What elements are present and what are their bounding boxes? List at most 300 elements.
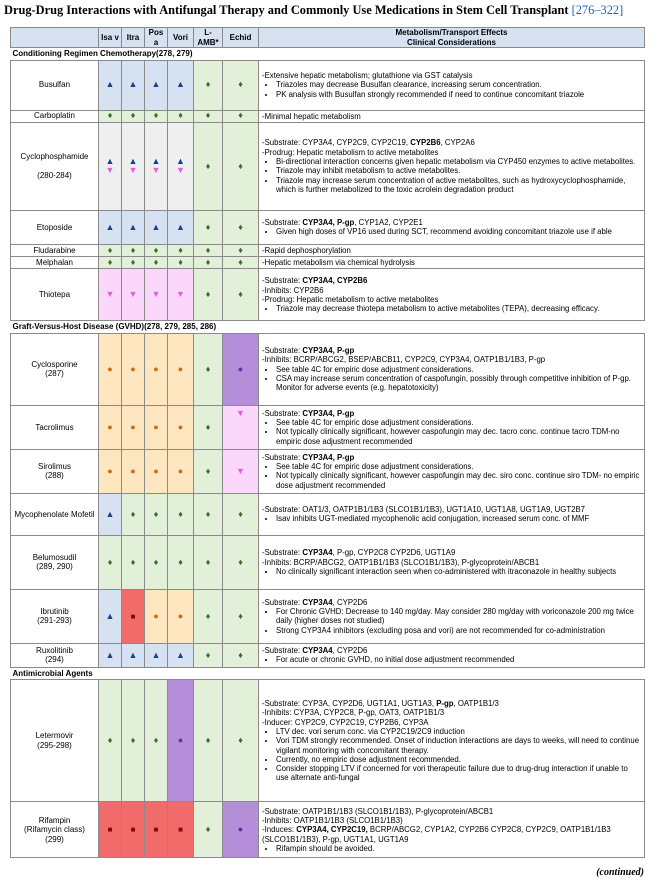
- cell-itra: [122, 405, 145, 449]
- diamond-icon: ♦: [238, 735, 243, 746]
- drug-mycophenolate: Mycophenolate Mofetil: [11, 493, 99, 535]
- header-drug: [11, 28, 99, 48]
- note-text: , OATP1B1/3: [453, 699, 499, 709]
- cell-isav: [99, 643, 122, 667]
- cell-lamb: [194, 535, 223, 589]
- note-line: [262, 699, 641, 708]
- cell-vori: [168, 110, 194, 122]
- cell-itra: [122, 535, 145, 589]
- note-bullet: • CSA may increase serum concentration of caspofungin, possibly through competitive inhibition of P-gp. Monitor for adverse events (e.g. hepatotoxicity): [276, 374, 641, 393]
- triangle-up-icon: ▲: [128, 649, 138, 660]
- square-icon: ■: [130, 825, 136, 835]
- note-line: [262, 453, 641, 462]
- drug-refs: (294): [45, 655, 64, 665]
- triangle-down-icon: ▼: [151, 165, 161, 176]
- diamond-icon: ♦: [238, 508, 243, 519]
- cell-posa: [145, 493, 168, 535]
- diamond-icon: ♦: [205, 649, 211, 660]
- triangle-down-icon: ▼: [176, 165, 185, 176]
- cell-itra: [122, 802, 145, 858]
- note-text: , CYP2D6: [332, 646, 368, 656]
- triangle-down-icon: ▼: [151, 289, 161, 300]
- drug-name: Rifampin: [38, 815, 71, 825]
- note-line: -Minimal hepatic metabolism: [262, 111, 361, 121]
- drug-ruxolitinib: [11, 643, 99, 667]
- diamond-icon: ♦: [205, 160, 211, 171]
- note-text: BCRP/ABCG2, CYP1A2, CYP2B6 CYP2C8, CYP2C9, OATP1B1/1B3 (SLCO1B1/1B3), P-gp, UGT1A1, UGT1A9: [262, 825, 611, 844]
- cell-lamb: [194, 60, 223, 110]
- cell-itra: [122, 60, 145, 110]
- title-text: Drug-Drug Interactions with Antifungal Therapy and Commonly Use Medications in Stem Cell Transplant: [4, 3, 569, 17]
- circle-icon: ●: [177, 735, 184, 746]
- note-bold: CYP3A4, P-gp: [302, 452, 355, 462]
- drug-name: Ibrutinib: [40, 606, 69, 616]
- note-text: -Substrate:: [262, 548, 303, 558]
- notes-mycophenolate: [259, 493, 645, 535]
- cell-isav: [99, 405, 122, 449]
- notes-carboplatin: [259, 110, 645, 122]
- cell-isav: [99, 333, 122, 405]
- diamond-icon: ♦: [205, 824, 211, 835]
- notes-tacrolimus: [259, 405, 645, 449]
- section-row: [11, 667, 645, 680]
- note-line: -Substrate: OATP1B1/1B3 (SLCO1B1/1B3), P-glycoprotein/ABCB1: [262, 806, 494, 816]
- diamond-icon: ♦: [205, 421, 211, 432]
- circle-icon: ●: [130, 363, 136, 374]
- cell-vori: [168, 269, 194, 321]
- note-line: -Inhibits: BCRP/ABCG2, OATP1B1/1B3 (SLCO1B1/1B3), P-glycoprotein/ABCB1: [262, 557, 540, 567]
- note-text: -Substrate:: [262, 408, 303, 418]
- cell-itra: [122, 449, 145, 493]
- diamond-icon: ♦: [153, 508, 159, 519]
- circle-icon: ●: [130, 421, 136, 432]
- diamond-icon: ♦: [205, 363, 211, 374]
- cell-posa: [145, 405, 168, 449]
- drug-name: Sirolimus: [38, 461, 71, 471]
- cell-itra: [122, 110, 145, 122]
- square-icon: ■: [178, 825, 183, 835]
- table-row: [11, 493, 645, 535]
- note-line: -Rapid dephosphorylation: [262, 245, 351, 255]
- note-text: -Substrate:: [262, 276, 303, 286]
- drug-refs: (299): [45, 834, 64, 844]
- triangle-up-icon: ▲: [128, 155, 138, 166]
- section-gvhd: Graft-Versus-Host Disease (GVHD)(278, 279, 285, 286): [11, 321, 645, 334]
- circle-icon: ●: [153, 363, 159, 374]
- cell-vori: [168, 210, 194, 244]
- drug-name: Cyclophosphamide: [20, 152, 89, 162]
- circle-icon: ●: [153, 610, 159, 621]
- cell-posa: [145, 210, 168, 244]
- triangle-up-icon: ▲: [151, 155, 161, 166]
- table-row: [11, 680, 645, 802]
- cell-lamb: [194, 405, 223, 449]
- triangle-up-icon: ▲: [176, 221, 185, 232]
- note-bullet: • For Chronic GVHD: Decrease to 140 mg/day. May consider 280 mg/day with voriconazole 200 mg twice daily (higher doses not studied): [276, 607, 641, 626]
- diamond-icon: ♦: [205, 556, 211, 567]
- cell-vori: [168, 802, 194, 858]
- cell-itra: [122, 589, 145, 643]
- diamond-icon: ♦: [205, 465, 211, 476]
- diamond-icon: ♦: [238, 556, 243, 567]
- cell-vori: [168, 244, 194, 256]
- note-line: -Inhibits: CYP3A, CYP2C8, P-gp, OAT3, OATP1B1/3: [262, 708, 445, 718]
- note-text: -Substrate:: [262, 597, 303, 607]
- cell-isav: [99, 122, 122, 210]
- cell-posa: [145, 589, 168, 643]
- triangle-up-icon: ▲: [151, 79, 161, 90]
- square-icon: ■: [153, 825, 159, 835]
- cell-isav: [99, 589, 122, 643]
- note-bold: CYP3A4, P-gp: [302, 408, 355, 418]
- diamond-icon: ♦: [205, 256, 211, 267]
- diamond-icon: ♦: [238, 610, 243, 621]
- drug-refs: (Rifamycin class): [24, 825, 85, 835]
- header-echid: Echid: [223, 28, 259, 48]
- table-row: [11, 122, 645, 210]
- diamond-icon: ♦: [238, 649, 243, 660]
- note-line: -Inhibits: OATP1B1/1B3 (SLCO1B1/1B3): [262, 815, 403, 825]
- drug-belumosudil: [11, 535, 99, 589]
- diamond-icon: ♦: [130, 244, 136, 255]
- cell-echid: [223, 333, 259, 405]
- drug-melphalan: Melphalan: [11, 257, 99, 269]
- cell-itra: [122, 269, 145, 321]
- diamond-icon: ♦: [205, 244, 211, 255]
- note-bullet: • Triazole may decrease thiotepa metabolism to active metabolites (TEPA), decreasing efficacy.: [276, 304, 641, 313]
- cell-isav: [99, 244, 122, 256]
- square-icon: ■: [130, 611, 136, 621]
- drug-refs: (287): [45, 369, 64, 379]
- note-bullet: • Not typically clinically significant, however caspofungin may dec. tacro conc. continue tacro TDM-no empiric dose adjustment recommended: [276, 427, 641, 446]
- cell-echid: [223, 802, 259, 858]
- note-text: , CYP2D6: [332, 597, 368, 607]
- note-text: , P-gp, CYP2C8 CYP2D6, UGT1A9: [332, 548, 456, 558]
- drug-refs: (295-298): [37, 740, 72, 750]
- cell-vori: [168, 643, 194, 667]
- cell-echid: [223, 680, 259, 802]
- table-row: [11, 802, 645, 858]
- diamond-icon: ♦: [238, 221, 243, 232]
- note-bold: CYP3A4, CYP2B6: [302, 276, 368, 286]
- circle-icon: ●: [237, 363, 244, 374]
- cell-lamb: [194, 122, 223, 210]
- header-notes-line1: Metabolism/Transport Effects: [395, 28, 508, 37]
- circle-icon: ●: [177, 363, 184, 374]
- notes-rifampin: [259, 802, 645, 858]
- cell-echid: [223, 257, 259, 269]
- note-line: [262, 548, 641, 557]
- cell-echid: [223, 210, 259, 244]
- note-line: [262, 218, 641, 227]
- cell-isav: [99, 210, 122, 244]
- note-bullet: • Rifampin should be avoided.: [276, 844, 641, 853]
- table-row: [11, 210, 645, 244]
- notes-letermovir: [259, 680, 645, 802]
- title-refs-link[interactable]: [276–322]: [571, 3, 624, 17]
- notes-ruxolitinib: [259, 643, 645, 667]
- note-line: -Prodrug: Hepatic metabolism to active metabolites: [262, 147, 439, 157]
- notes-cyclophosphamide: [259, 122, 645, 210]
- diamond-icon: ♦: [130, 256, 136, 267]
- diamond-icon: ♦: [178, 110, 183, 121]
- drug-tacrolimus: Tacrolimus: [11, 405, 99, 449]
- note-bullet: • No clinically significant interaction seen when co-administered with itraconazole in healthy subjects: [276, 567, 641, 576]
- cell-posa: [145, 333, 168, 405]
- header-isav: Isa v: [99, 28, 122, 48]
- circle-icon: ●: [107, 363, 113, 374]
- note-text: -Substrate:: [262, 218, 303, 227]
- table-row: [11, 257, 645, 269]
- note-bullet: • Triazole may increase serum concentration of active metabolites, such as hydroxycyclophosphamide, which is further metabolized to the toxic acrolein degradation product: [276, 176, 641, 195]
- note-bold: CYP3A4, P-gp: [302, 346, 355, 356]
- cell-posa: [145, 535, 168, 589]
- diamond-icon: ♦: [178, 508, 183, 519]
- notes-melphalan: [259, 257, 645, 269]
- note-line: -Inhibits: BCRP/ABCG2, BSEP/ABCB11, CYP2C9, CYP3A4, OATP1B1/1B3, P-gp: [262, 355, 546, 365]
- drug-fludarabine: Fludarabine: [11, 244, 99, 256]
- circle-icon: ●: [130, 465, 136, 476]
- table-row: [11, 333, 645, 405]
- diamond-icon: ♦: [153, 735, 159, 746]
- note-line: -Inhibits: CYP2B6: [262, 285, 324, 295]
- triangle-up-icon: ▲: [105, 508, 115, 519]
- triangle-down-icon: ▼: [105, 289, 115, 300]
- triangle-up-icon: ▲: [105, 610, 115, 621]
- notes-cyclosporine: [259, 333, 645, 405]
- note-line: -Prodrug: Hepatic metabolism to active metabolites: [262, 294, 439, 304]
- cell-itra: [122, 680, 145, 802]
- note-bullet: • Vori TDM strongly recommended. Onset of induction interactions are days to weeks, will need to continue vigilant monitoring with concomitant therapy.: [276, 736, 641, 755]
- header-lamb: L-AMB*: [194, 28, 223, 48]
- cell-vori: [168, 449, 194, 493]
- triangle-up-icon: ▲: [128, 79, 138, 90]
- diamond-icon: ♦: [238, 79, 243, 90]
- diamond-icon: ♦: [205, 221, 211, 232]
- header-posa: Pos a: [145, 28, 168, 48]
- note-text: -Substrate:: [262, 346, 303, 356]
- note-bullet: • See table 4C for empiric dose adjustment considerations.: [276, 365, 641, 374]
- note-line: -Hepatic metabolism via chemical hydrolysis: [262, 258, 415, 268]
- diamond-icon: ♦: [238, 110, 243, 121]
- diamond-icon: ♦: [205, 610, 211, 621]
- cell-vori: [168, 333, 194, 405]
- cell-echid: [223, 493, 259, 535]
- circle-icon: ●: [153, 465, 159, 476]
- note-line: [262, 646, 641, 655]
- table-row: [11, 449, 645, 493]
- triangle-down-icon: ▼: [105, 165, 115, 176]
- cell-posa: [145, 257, 168, 269]
- drug-cyclosporine: [11, 333, 99, 405]
- drug-name: Cyclosporine: [31, 359, 78, 369]
- cell-vori: [168, 257, 194, 269]
- cell-echid: [223, 535, 259, 589]
- cell-echid: [223, 60, 259, 110]
- drug-name: Letermovir: [35, 731, 74, 741]
- circle-icon: ●: [237, 824, 244, 835]
- cell-posa: [145, 60, 168, 110]
- note-bold: P-gp: [436, 699, 454, 709]
- cell-posa: [145, 110, 168, 122]
- note-text: , CYP1A2, CYP2E1: [354, 218, 423, 227]
- page-title: [4, 3, 623, 18]
- cell-lamb: [194, 110, 223, 122]
- triangle-down-icon: ▼: [128, 289, 138, 300]
- diamond-icon: ♦: [130, 556, 136, 567]
- note-line: [262, 276, 641, 285]
- cell-vori: [168, 60, 194, 110]
- note-line: -Inducer: CYP2C9, CYP2C19, CYP2B6, CYP3A: [262, 717, 429, 727]
- table-row: [11, 643, 645, 667]
- table-row: [11, 535, 645, 589]
- note-text: -Induces:: [262, 825, 297, 835]
- diamond-icon: ♦: [107, 735, 113, 746]
- note-bold: CYP3A4: [302, 646, 333, 656]
- note-line: -Extensive hepatic metabolism; glutathione via GST catalysis: [262, 71, 473, 81]
- diamond-icon: ♦: [178, 556, 183, 567]
- note-bold: CYP3A4, CYP2C19,: [296, 825, 368, 835]
- cell-isav: [99, 269, 122, 321]
- notes-belumosudil: [259, 535, 645, 589]
- diamond-icon: ♦: [178, 244, 183, 255]
- triangle-up-icon: ▲: [105, 221, 115, 232]
- diamond-icon: ♦: [238, 256, 243, 267]
- table-row: [11, 110, 645, 122]
- cell-echid: [223, 110, 259, 122]
- diamond-icon: ♦: [153, 110, 159, 121]
- drug-refs: (280-284): [37, 171, 72, 181]
- cell-posa: [145, 122, 168, 210]
- header-itra: Itra: [122, 28, 145, 48]
- triangle-up-icon: ▲: [151, 649, 161, 660]
- triangle-down-icon: ▼: [128, 165, 138, 176]
- table-row: [11, 405, 645, 449]
- cell-lamb: [194, 802, 223, 858]
- continued-label: (continued): [596, 867, 644, 878]
- note-line: [262, 598, 641, 607]
- cell-itra: [122, 244, 145, 256]
- cell-echid: [223, 589, 259, 643]
- note-bullet: • Given high doses of VP16 used during SCT, recommend avoiding concomitant triazole use if able: [276, 227, 641, 236]
- interactions-table: [10, 27, 645, 858]
- diamond-icon: ♦: [107, 256, 113, 267]
- header-notes: [259, 28, 645, 48]
- header-notes-line2: Clinical Considerations: [407, 37, 496, 47]
- diamond-icon: ♦: [178, 256, 183, 267]
- cell-itra: [122, 122, 145, 210]
- cell-isav: [99, 680, 122, 802]
- drug-name: Belumosudil: [32, 552, 77, 562]
- cell-posa: [145, 680, 168, 802]
- drug-rifampin: [11, 802, 99, 858]
- note-bullet: • Consider stopping LTV if concerned for vori therapeutic failure due to drug-drug interaction if unable to use alternate anti-fungal: [276, 764, 641, 783]
- section-conditioning: Conditioning Regimen Chemotherapy(278, 279): [11, 48, 645, 61]
- note-line: [262, 138, 641, 147]
- cell-isav: [99, 449, 122, 493]
- note-bullet: • Triazole may inhibit metabolism to active metabolites.: [276, 166, 641, 175]
- notes-ibrutinib: [259, 589, 645, 643]
- cell-posa: [145, 244, 168, 256]
- diamond-icon: ♦: [130, 508, 136, 519]
- diamond-icon: ♦: [130, 735, 136, 746]
- cell-echid: [223, 449, 259, 493]
- cell-vori: [168, 493, 194, 535]
- diamond-icon: ♦: [107, 244, 113, 255]
- triangle-up-icon: ▲: [176, 649, 185, 660]
- cell-isav: [99, 60, 122, 110]
- note-text: -Substrate: CYP3A, CYP2D6, UGT1A1, UGT1A3,: [262, 699, 437, 709]
- cell-lamb: [194, 680, 223, 802]
- note-bullet: • Isav inhibits UGT-mediated mycophenolic acid conjugation, increased serum conc. of MMF: [276, 514, 641, 523]
- drug-thiotepa: Thiotepa: [11, 269, 99, 321]
- cell-echid: [223, 122, 259, 210]
- triangle-up-icon: ▲: [105, 649, 115, 660]
- notes-fludarabine: [259, 244, 645, 256]
- circle-icon: ●: [177, 465, 184, 476]
- circle-icon: ●: [107, 421, 113, 432]
- cell-lamb: [194, 210, 223, 244]
- note-text: , CYP2A6: [440, 138, 475, 148]
- table-row: [11, 589, 645, 643]
- triangle-up-icon: ▲: [151, 221, 161, 232]
- cell-lamb: [194, 257, 223, 269]
- cell-vori: [168, 122, 194, 210]
- notes-busulfan: [259, 60, 645, 110]
- diamond-icon: ♦: [205, 110, 211, 121]
- notes-sirolimus: [259, 449, 645, 493]
- triangle-down-icon: ▼: [236, 465, 245, 476]
- cell-vori: [168, 405, 194, 449]
- triangle-down-icon: ▼: [236, 407, 245, 418]
- cell-vori: [168, 680, 194, 802]
- cell-echid: [223, 244, 259, 256]
- drug-carboplatin: Carboplatin: [11, 110, 99, 122]
- circle-icon: ●: [177, 610, 184, 621]
- note-bold: CYP3A4: [302, 597, 333, 607]
- diamond-icon: ♦: [238, 244, 243, 255]
- section-antimicrobial: Antimicrobial Agents: [11, 667, 645, 680]
- note-bullet: • For acute or chronic GVHD, no initial dose adjustment recommended: [276, 655, 641, 664]
- circle-icon: ●: [177, 421, 184, 432]
- notes-etoposide: [259, 210, 645, 244]
- circle-icon: ●: [153, 421, 159, 432]
- cell-isav: [99, 802, 122, 858]
- triangle-up-icon: ▲: [105, 155, 115, 166]
- cell-vori: [168, 589, 194, 643]
- cell-itra: [122, 643, 145, 667]
- square-icon: ■: [107, 825, 113, 835]
- diamond-icon: ♦: [153, 244, 159, 255]
- cell-vori: [168, 535, 194, 589]
- triangle-down-icon: ▼: [176, 289, 185, 300]
- cell-itra: [122, 333, 145, 405]
- section-row: [11, 48, 645, 61]
- cell-lamb: [194, 643, 223, 667]
- note-line: [262, 346, 641, 355]
- cell-lamb: [194, 493, 223, 535]
- diamond-icon: ♦: [205, 508, 211, 519]
- drug-busulfan: Busulfan: [11, 60, 99, 110]
- note-text: -Substrate:: [262, 646, 303, 656]
- table-row: [11, 269, 645, 321]
- header-vori: Vori: [168, 28, 194, 48]
- drug-refs: (288): [45, 471, 64, 481]
- drug-refs: (289, 290): [36, 562, 73, 572]
- drug-letermovir: [11, 680, 99, 802]
- drug-sirolimus: [11, 449, 99, 493]
- table-row: [11, 244, 645, 256]
